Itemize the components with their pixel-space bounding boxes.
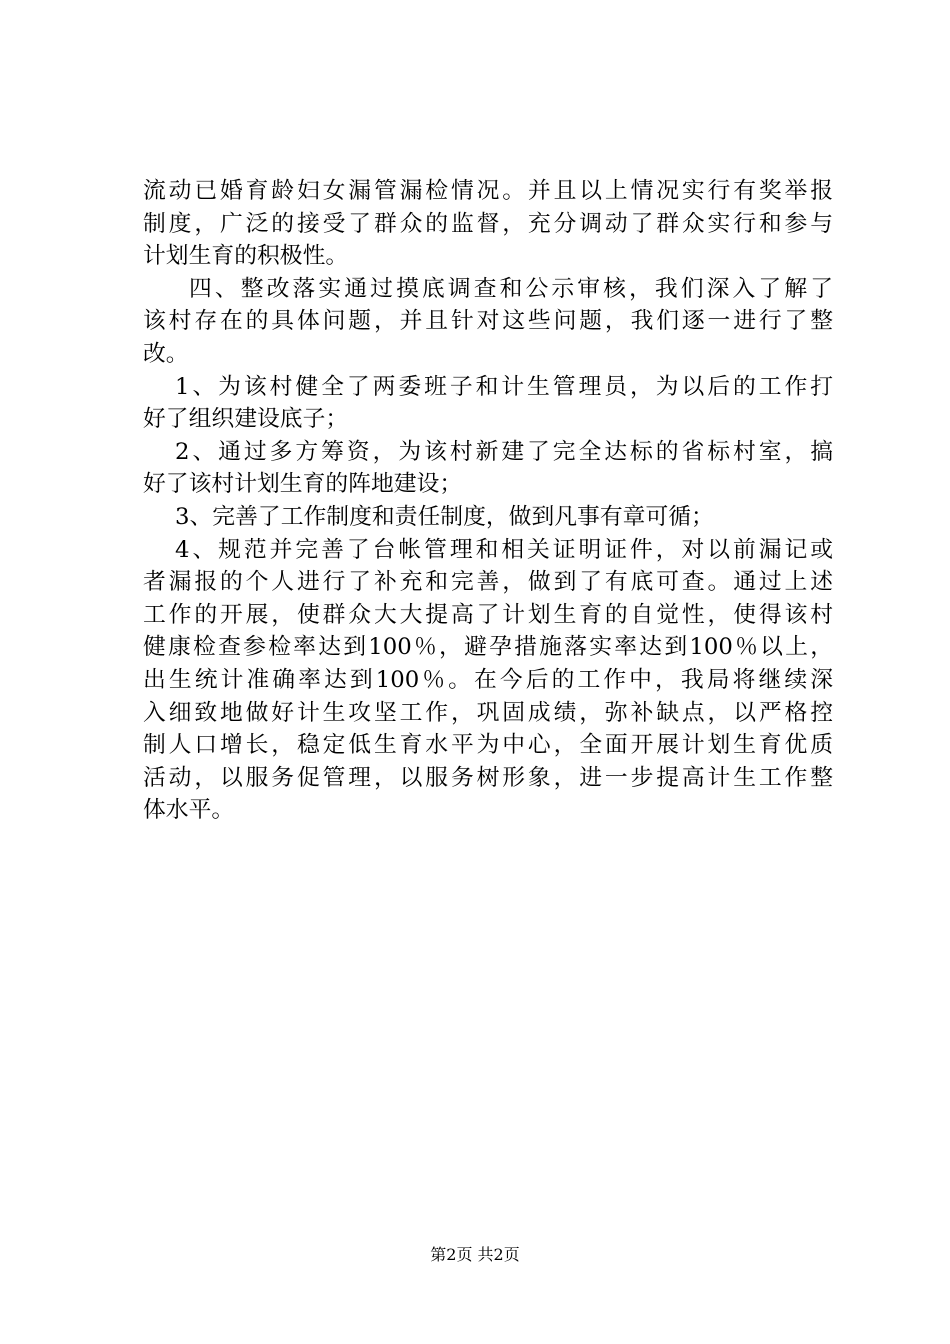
page-number-label: 第2页 共2页: [430, 1245, 520, 1264]
text-line: 该村存在的具体问题，并且针对这些问题，我们逐一进行了整: [143, 308, 833, 335]
text-line: 入细致地做好计生攻坚工作，巩固成绩，弥补缺点，以严格控: [143, 699, 833, 726]
text-line: 体水平。: [143, 797, 235, 824]
document-body: [143, 175, 833, 827]
text-line: 健康检查参检率达到100％，避孕措施落实率达到100％以上，: [143, 634, 833, 661]
text-line: 活动，以服务促管理，以服务树形象，进一步提高计生工作整: [143, 764, 833, 791]
text-line: 者漏报的个人进行了补充和完善，做到了有底可查。通过上述: [143, 569, 833, 596]
text-line: 好了该村计划生育的阵地建设；: [143, 471, 463, 498]
text-line: 工作的开展，使群众大大提高了计划生育的自觉性，使得该村: [143, 601, 833, 628]
text-line: 3、完善了工作制度和责任制度，做到凡事有章可循；: [175, 503, 714, 530]
text-line: 计划生育的积极性。: [143, 243, 349, 270]
text-line: 1、为该村健全了两委班子和计生管理员，为以后的工作打: [175, 373, 833, 400]
text-line: 制人口增长，稳定低生育水平为中心，全面开展计划生育优质: [143, 732, 833, 759]
text-line: 四、整改落实通过摸底调查和公示审核，我们深入了解了: [189, 275, 833, 302]
text-line: 出生统计准确率达到100％。在今后的工作中，我局将继续深: [143, 666, 833, 693]
text-line: 流动已婚育龄妇女漏管漏检情况。并且以上情况实行有奖举报: [143, 178, 833, 204]
page-footer: [0, 1244, 950, 1266]
text-line: 4、规范并完善了台帐管理和相关证明证件，对以前漏记或: [175, 536, 833, 563]
text-line: 好了组织建设底子；: [143, 406, 349, 433]
text-line: 改。: [143, 340, 189, 367]
text-line: 2、通过多方筹资，为该村新建了完全达标的省标村室，搞: [175, 438, 833, 465]
text-line: 制度，广泛的接受了群众的监督，充分调动了群众实行和参与: [143, 210, 833, 237]
